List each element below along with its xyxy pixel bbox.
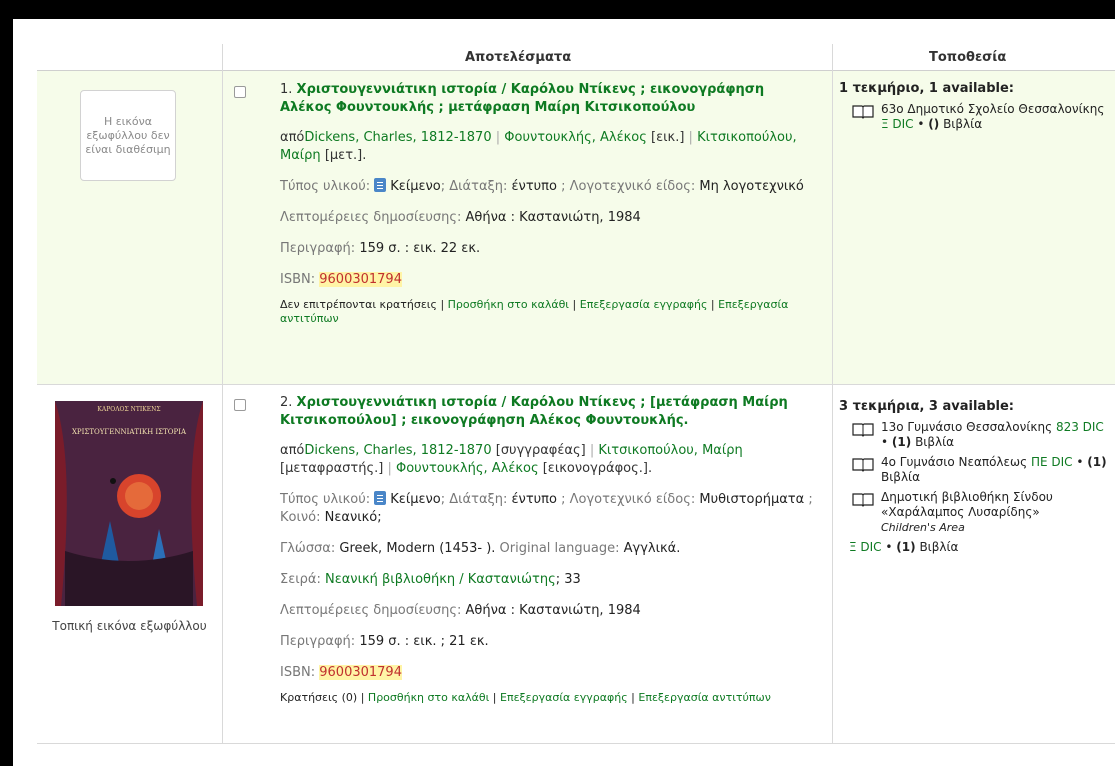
author-link[interactable]: Φουντουκλής, Αλέκος (504, 130, 647, 145)
record-2-location: 3 τεκμήρια, 3 available: 13ο Γυμνάσιο Θεσσαλονίκης 823 DIC • (1) Βιβλία 4ο Γυμνάσιο Νεαπόλεως ΠΕ DIC • (1) Βιβλία Δημοτική βιβλιοθήκη Σίνδου «Χαράλαμπος Λυσαρίδης» Children's Area Ξ DIC • (1) Βιβλία (839, 399, 1109, 555)
record-isbn: ISBN: 9600301794 (280, 665, 402, 680)
row-separator (37, 743, 1115, 744)
add-to-cart-link[interactable]: Προσθήκη στο καλάθι (367, 691, 490, 704)
text-document-icon (374, 178, 386, 192)
cover-author-text: ΚΑΡΟΛΟΣ ΝΤΙΚΕΝΣ (97, 406, 161, 413)
add-to-cart-link[interactable]: Προσθήκη στο καλάθι (447, 298, 570, 311)
edit-record-link[interactable]: Επεξεργασία εγγραφής (500, 691, 628, 704)
callnumber-link[interactable]: 823 DIC (1055, 420, 1104, 434)
record-description: Περιγραφή: 159 σ. : εικ. 22 εκ. (280, 241, 481, 256)
window-frame-left (0, 0, 13, 766)
book-icon (851, 492, 875, 508)
book-icon (851, 457, 875, 473)
column-divider (222, 44, 223, 744)
record-title: 1. Χριστουγεννιάτικη ιστορία / Καρόλου Ντίκενς ; εικονογράφηση Αλέκος Φουντουκλής ; μετάφραση Μαίρη Κιτσικοπούλου (280, 82, 765, 115)
cover-caption: Τοπική εικόνα εξωφύλλου (52, 619, 207, 633)
edit-record-link[interactable]: Επεξεργασία εγγραφής (579, 298, 708, 311)
holding-item: 63ο Δημοτικό Σχολείο Θεσσαλονίκης Ξ DIC • () Βιβλία (839, 102, 1109, 132)
holding-item: 13ο Γυμνάσιο Θεσσαλονίκης 823 DIC • (1) Βιβλία (839, 420, 1109, 450)
record-1-location: 1 τεκμήριο, 1 available: 63ο Δημοτικό Σχολείο Θεσσαλονίκης Ξ DIC • () Βιβλία (839, 81, 1109, 137)
record-title: 2. Χριστουγεννιάτικη ιστορία / Καρόλου Ντίκενς ; [μετάφραση Μαίρη Κιτσικοπούλου] ; εικονογράφηση Αλέκος Φουντουκλής. (280, 395, 788, 428)
author-link[interactable]: Κιτσικοπούλου, Μαίρη (598, 443, 743, 458)
record-actions: Δεν επιτρέπονται κρατήσεις | Προσθήκη στο καλάθι | Επεξεργασία εγγραφής | Επεξεργασία αντιτύπων (280, 298, 789, 325)
holding-item: 4ο Γυμνάσιο Νεαπόλεως ΠΕ DIC • (1) Βιβλία (839, 455, 1109, 485)
window-frame-top (0, 0, 1115, 19)
cover-column-header (37, 44, 222, 71)
record-publication: Λεπτομέρειες δημοσίευσης: Αθήνα : Καστανιώτη, 1984 (280, 210, 641, 225)
record-title-link[interactable]: Χριστουγεννιάτικη ιστορία / Καρόλου Ντίκενς ; [μετάφραση Μαίρη Κιτσικοπούλου] ; εικονογράφηση Αλέκος Φουντουκλής. (280, 395, 788, 428)
results-column-header (222, 44, 832, 71)
record-material: Τύπος υλικού: Κείμενο; Διάταξη: έντυπο ; Λογοτεχνικό είδος: Μυθιστορήματα ; Κοινό: Νεανικό; (280, 492, 813, 525)
record-authors: απόDickens, Charles, 1812-1870 [συγγραφέας] | Κιτσικοπούλου, Μαίρη [μεταφραστής.] | Φουντουκλής, Αλέκος [εικονογράφος.]. (280, 443, 743, 476)
record-isbn: ISBN: 9600301794 (280, 272, 402, 287)
record-1 (280, 81, 820, 326)
no-cover-placeholder: Η εικόνα εξωφύλλου δεν είναι διαθέσιμη (80, 90, 176, 181)
record-authors: απόDickens, Charles, 1812-1870 | Φουντουκλής, Αλέκος [εικ.] | Κιτσικοπούλου, Μαίρη [μετ.]. (280, 130, 797, 163)
book-icon (851, 104, 875, 120)
record-actions: Κρατήσεις (0) | Προσθήκη στο καλάθι | Επεξεργασία εγγραφής | Επεξεργασία αντιτύπων (280, 691, 771, 704)
results-header-label: Αποτελέσματα (465, 50, 572, 65)
record-series: Σειρά: Νεανική βιβλιοθήκη / Καστανιώτης; 33 (280, 572, 581, 587)
edit-items-link[interactable]: Επεξεργασία αντιτύπων (638, 691, 771, 704)
record-2 (280, 394, 820, 705)
record-material: Τύπος υλικού: Κείμενο; Διάταξη: έντυπο ; Λογοτεχνικό είδος: Μη λογοτεχνικό (280, 179, 804, 194)
holding-callnumber-line: Ξ DIC • (1) Βιβλία (849, 540, 959, 554)
column-divider (832, 44, 833, 744)
select-record-checkbox[interactable] (234, 399, 246, 411)
record-description: Περιγραφή: 159 σ. : εικ. ; 21 εκ. (280, 634, 489, 649)
record-publication: Λεπτομέρειες δημοσίευσης: Αθήνα : Καστανιώτη, 1984 (280, 603, 641, 618)
author-link[interactable]: Dickens, Charles, 1812-1870 (304, 443, 492, 458)
location-column-header (832, 44, 1115, 71)
author-link[interactable]: Κιτσικοπούλου, Μαίρη (280, 130, 797, 163)
callnumber-link[interactable]: Ξ DIC (881, 117, 914, 131)
record-title-link[interactable]: Χριστουγεννιάτικη ιστορία / Καρόλου Ντίκενς ; εικονογράφηση Αλέκος Φουντουκλής ; μετάφραση Μαίρη Κιτσικοπούλου (280, 82, 765, 115)
row-separator (37, 384, 1115, 385)
record-language: Γλώσσα: Greek, Modern (1453- ). Original language: Αγγλικά. (280, 541, 681, 556)
callnumber-link[interactable]: ΠΕ DIC (1030, 455, 1073, 469)
select-record-checkbox[interactable] (234, 86, 246, 98)
book-cover-image[interactable] (55, 401, 203, 606)
text-document-icon (374, 491, 386, 505)
location-header-label: Τοποθεσία (929, 50, 1007, 65)
author-link[interactable]: Φουντουκλής, Αλέκος (395, 461, 539, 476)
cover-title-text: ΧΡΙΣΤΟΥΓΕΝΝΙΑΤΙΚΗ ΙΣΤΟΡΙΑ (71, 428, 187, 436)
holding-item: Δημοτική βιβλιοθήκη Σίνδου «Χαράλαμπος Λυσαρίδης» Children's Area (839, 490, 1109, 535)
book-icon (851, 422, 875, 438)
callnumber-link[interactable]: Ξ DIC (849, 540, 882, 554)
author-link[interactable]: Dickens, Charles, 1812-1870 (304, 130, 492, 145)
edit-items-link[interactable]: Επεξεργασία αντιτύπων (280, 298, 789, 325)
series-link[interactable]: Νεανική βιβλιοθήκη / Καστανιώτης (324, 572, 556, 587)
